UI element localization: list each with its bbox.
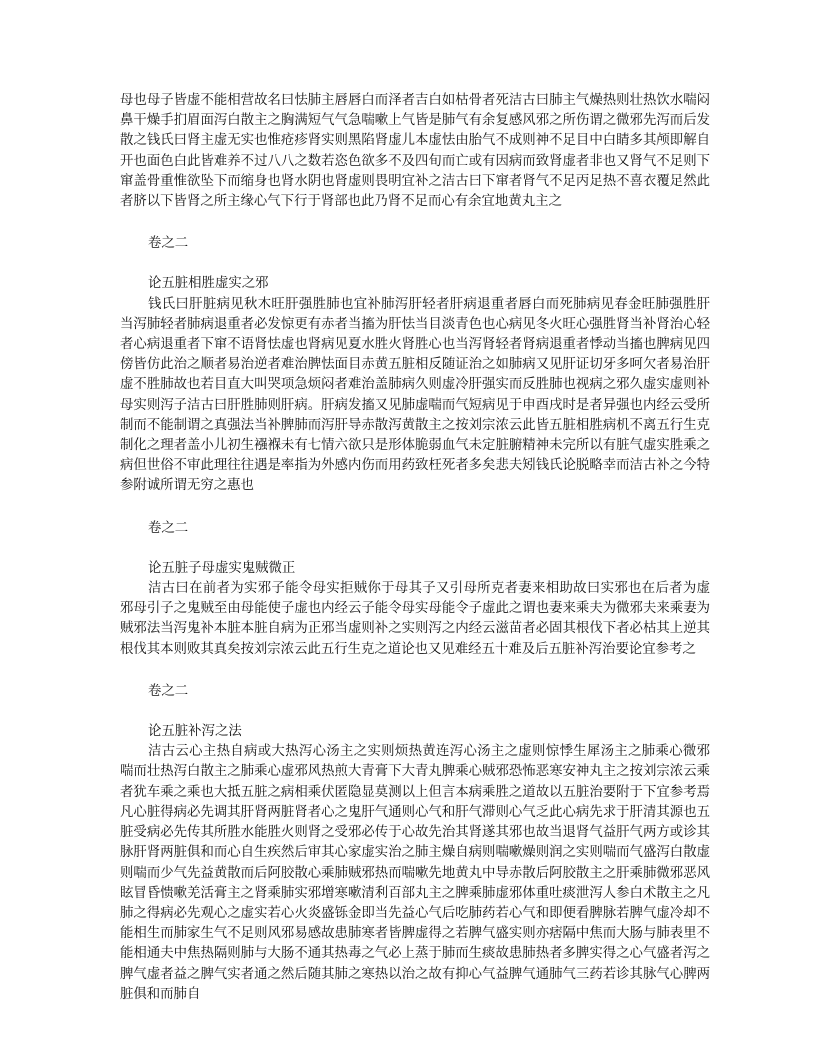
section-spacer — [120, 254, 710, 274]
section-spacer — [120, 702, 710, 722]
section-body-2: 洁古曰在前者为实邪子能令母实拒贼你于母其子又引母所克者妻来相助故曰实邪也在后者为虚邪母引子之鬼贼至由母能使子虚也内经云子能令母实母能令子虚此之谓也妻来乘夫为微邪夫来乘妻为贼邪法当泻鬼补本脏本脏自病为正邪当虚则补之实则泻之内经云滋苗者必固其根伐下者必枯其上逆其根伐其本则败其真矣按刘宗浓云此五行生克之道论也又见难经五十难及后五脏补泻治要论宜参考之 — [120, 581, 710, 657]
intro-paragraph: 母也母子皆虚不能相营故名曰怯肺主唇唇白而泽者吉白如枯骨者死洁古曰肺主气燥热则壮热饮水喘闷鼻干燥手扪眉面泻白散主之胸满短气气急喘嗽上气皆是肺气有余复感风邪之所伤谓之微邪先泻而后发散之钱氏曰肾主虚无实也惟疮疹肾实则黑陷肾虚儿本虚怯由胎气不成则神不足目中白睛多其颅即解自开也面色白此皆难养不过八八之数若恣色欲多不及四旬而亡或有因病而致肾虚者非也又肾气不足则下窜盖骨重惟欲坠下而缩身也肾水阴也肾虚则畏明宜补之洁古曰下窜者肾气不足丙足热不喜衣覆足然此者脐以下皆肾之所主缘心气下行于肾部也此乃肾不足而心有余宜地黄丸主之 — [120, 93, 710, 210]
section-spacer — [120, 497, 710, 519]
volume-label-2: 卷之二 — [148, 520, 189, 536]
volume-label-3: 卷之二 — [148, 683, 189, 699]
section-spacer — [120, 660, 710, 682]
section-spacer — [120, 212, 710, 234]
section-title-1: 论五脏相胜虚实之邪 — [148, 276, 269, 292]
section-body-1: 钱氏曰肝脏病见秋木旺肝强胜肺也宜补肺泻肝轻者肝病退重者唇白而死肺病见春金旺肺强胜肝当泻肺轻者肺病退重者必发惊更有赤者当搐为肝怯当目淡青色也心病见冬火旺心强胜肾当补肾治心轻者心病退重者下窜不语肾怯虚也肾病见夏水胜火肾胜心也当泻肾轻者肾病退重者悸动当搐也脾病见四傍皆仿此治之顺者易治逆者难治脾怯面目赤黄五脏相反随证治之如肺病又见肝证切牙多呵欠者易治肝虚不胜肺故也若目直大叫哭项急烦闷者难治盖肺病久则虚冷肝强实而反胜肺也视病之邪久虚实虚则补母实则泻子洁古曰肝胜肺则肝病。肝病发搐又见肺虚喘而气短病见于申酉戌时是者异强也内经云受所制而不能制谓之真强法当补脾肺而泻肝导赤散泻黄散主之按刘宗浓云此皆五脏相胜病机不离五行生克制化之理者盖小儿初生襁褓未有七情六欲只是形体脆弱血气未定脏腑精神未完所以有脏气虚实胜乘之病但世俗不审此理往往遇是率指为外感内伤而用药致枉死者多矣悲夫矧钱氏论脱略幸而洁古补之今特参附诚所谓无穷之惠也 — [120, 296, 710, 494]
volume-label-1: 卷之二 — [148, 236, 189, 252]
section-title-3: 论五脏补泻之法 — [148, 724, 242, 740]
section-title-2: 论五脏子母虚实鬼贼微正 — [148, 560, 296, 576]
section-spacer — [120, 539, 710, 559]
document-page — [120, 91, 710, 1005]
section-body-3: 洁古云心主热自病或大热泻心汤主之实则烦热黄连泻心汤主之虚则惊悸生犀汤主之肺乘心微邪喘而壮热泻白散主之肺乘心虚邪风热煎大青膏下大青丸脾乘心贼邪恐怖恶寒安神丸主之按刘宗浓云乘者犹车乘之乘也大抵五脏之病相乘伏匿隐显莫测以上但言本病乘胜之道故以五脏治要附于下宜参考焉凡心脏得病必先调其肝肾两脏肾者心之鬼肝气通则心气和肝气滞则心气乏此心病先求于肝清其源也五脏受病必先传其所胜水能胜火则肾之受邪必传于心故先治其肾遂其邪也故当退肾气益肝气两方或诊其脉肝肾两脏俱和而心自生疾然后审其心家虚实治之肺主燥自病则喘嗽燥则润之实则喘而气盛泻白散虚则喘而少气先益黄散而后阿胶散心乘肺贼邪热而喘嗽先地黄丸中导赤散后阿胶散主之肝乘肺微邪恶风眩冒昏愦嗽羌活膏主之肾乘肺实邪增寒嗽清利百部丸主之脾乘肺虚邪体重吐痰泄泻人参白术散主之凡肺之得病必先观心之虚实若心火炎盛铄金即当先益心气后吃肺药若心气和即便看脾脉若脾气虚冷却不能相生而肺家生气不足则风邪易感故患肺寒者皆脾虚得之若脾气盛实则亦痞隔中焦而大肠与肺表里不能相通夫中焦热隔则肺与大肠不通其热毒之气必上蒸于肺而生痰故患肺热者多脾实得之心气盛者泻之脾气虚者益之脾气实者通之然后随其肺之寒热以治之故有抑心气益脾气通肺气三药若诊其脉气心脾两脏俱和而肺自 — [120, 744, 710, 1002]
